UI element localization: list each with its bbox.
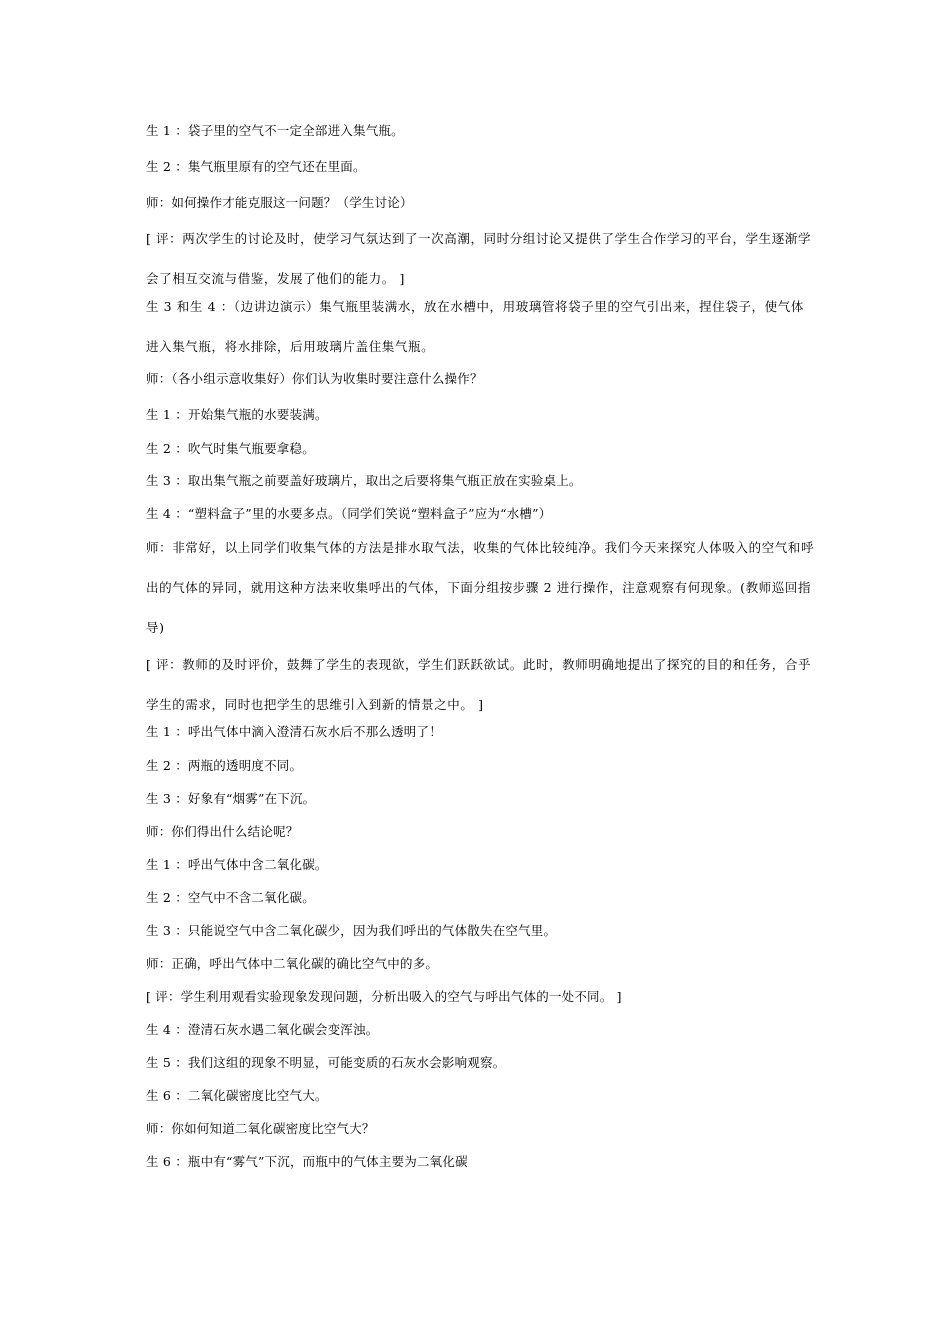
paragraph-12: [ 评：教师的及时评价，鼓舞了学生的表现欲，学生们跃跃欲试。此时，教师明确地提出了探究的目的和任务，合乎学生的需求，同时也把学生的思维引入到新的情景之中。 ] [146,657,812,712]
paragraph-14: 生 2 ：两瓶的透明度不同。 [146,758,303,773]
paragraph-19: 生 3 ：只能说空气中含二氧化碳少，因为我们呼出的气体散失在空气里。 [146,923,557,938]
paragraph-2: 生 2 ：集气瓶里原有的空气还在里面。 [146,159,366,174]
paragraph-4: [ 评：两次学生的讨论及时，使学习气氛达到了一次高潮，同时分组讨论又提供了学生合作学习的平台，学生逐渐学会了相互交流与借鉴，发展了他们的能力。 ] [146,231,812,286]
paragraph-16: 师：你们得出什么结论呢？ [146,824,299,839]
paragraph-8: 生 2 ：吹气时集气瓶要拿稳。 [146,441,315,456]
paragraph-3: 师：如何操作才能克服这一问题？（学生讨论） [146,195,413,210]
paragraph-17: 生 1 ：呼出气体中含二氧化碳。 [146,857,328,872]
paragraph-9: 生 3 ：取出集气瓶之前要盖好玻璃片，取出之后要将集气瓶正放在实验桌上。 [146,473,582,488]
paragraph-21: [ 评：学生利用观看实验现象发现问题，分析出吸入的空气与呼出气体的一处不同。 ] [146,989,622,1004]
paragraph-13: 生 1 ：呼出气体中滴入澄清石灰水后不那么透明了！ [146,724,442,739]
paragraph-25: 师：你如何知道二氧化碳密度比空气大？ [146,1121,375,1136]
paragraph-11: 师：非常好，以上同学们收集气体的方法是排水取气法，收集的气体比较纯净。我们今天来探究人体吸入的空气和呼出的气体的异同，就用这种方法来收集呼出的气体，下面分组按步骤 2 进行操作，注意观察有何现象。(教师巡回指导) [146,540,815,635]
paragraph-15: 生 3 ：好象有“烟雾”在下沉。 [146,791,316,806]
paragraph-24: 生 6 ：二氧化碳密度比空气大。 [146,1088,328,1103]
paragraph-5: 生 3 和生 4 ：（边讲边演示）集气瓶里装满水，放在水槽中，用玻璃管将袋子里的空气引出来，捏住袋子，使气体进入集气瓶，将水排除，后用玻璃片盖住集气瓶。 [146,299,804,354]
paragraph-20: 师：正确，呼出气体中二氧化碳的确比空气中的多。 [146,956,439,971]
paragraph-10: 生 4 ：“塑料盒子”里的水要多点。（同学们笑说“塑料盒子”应为“水槽”） [146,506,552,521]
paragraph-22: 生 4 ：澄清石灰水遇二氧化碳会变浑浊。 [146,1022,379,1037]
paragraph-7: 生 1 ：开始集气瓶的水要装满。 [146,407,328,422]
paragraph-18: 生 2 ：空气中不含二氧化碳。 [146,890,315,905]
paragraph-6: 师：（各小组示意收集好）你们认为收集时要注意什么操作？ [146,371,483,386]
paragraph-23: 生 5 ：我们这组的现象不明显，可能变质的石灰水会影响观察。 [146,1055,506,1070]
paragraph-1: 生 1 ：袋子里的空气不一定全部进入集气瓶。 [146,123,404,138]
paragraph-26: 生 6 ：瓶中有“雾气”下沉，而瓶中的气体主要为二氧化碳 [146,1154,468,1169]
